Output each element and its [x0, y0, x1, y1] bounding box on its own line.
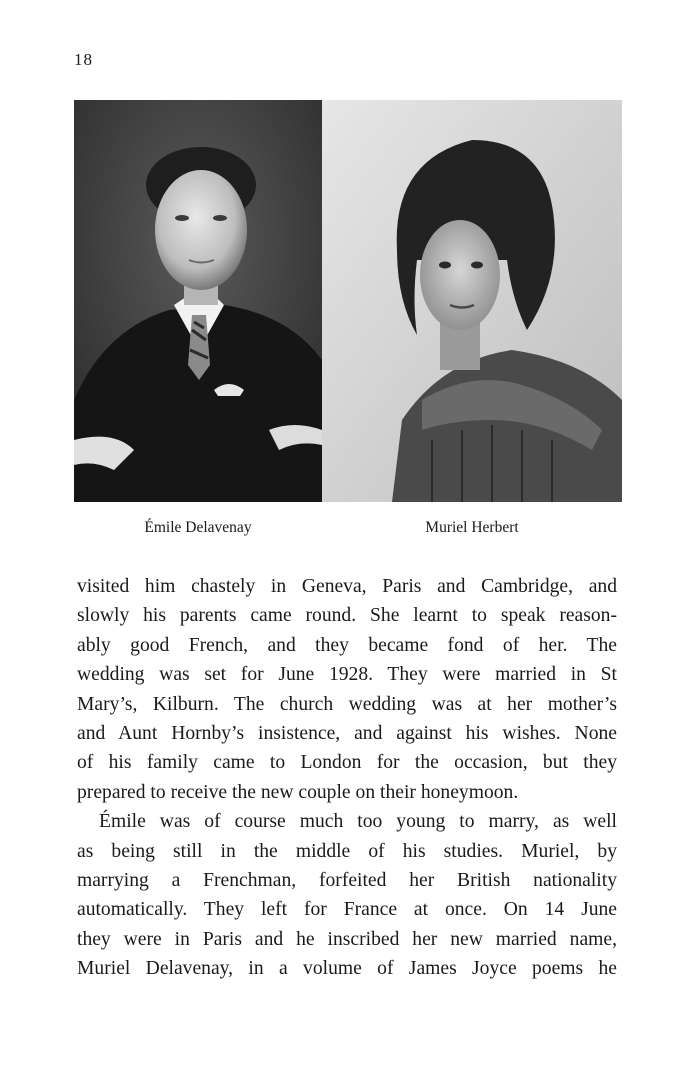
text-line: of his family came to London for the occasion, but they	[77, 752, 617, 774]
portrait-man-image	[74, 100, 322, 502]
photo-emile-delavenay	[74, 100, 322, 502]
text-line-paragraph-end: prepared to receive the new couple on their honeymoon.	[77, 781, 519, 803]
text-line: and Aunt Hornby’s insistence, and against his wishes. None	[77, 723, 617, 745]
text-line: Muriel Delavenay, in a volume of James Joyce poems he	[77, 958, 617, 980]
text-line-paragraph-start: Émile was of course much too young to marry, as well	[99, 811, 617, 833]
text-line: marrying a Frenchman, forfeited her British nationality	[77, 870, 617, 892]
text-line: wedding was set for June 1928. They were married in St	[77, 664, 617, 686]
portrait-woman-image	[322, 100, 622, 502]
text-line: as being still in the middle of his studies. Muriel, by	[77, 840, 617, 862]
text-line: they were in Paris and he inscribed her new married name,	[77, 928, 617, 950]
text-line: slowly his parents came round. She learnt to speak reason-	[77, 605, 617, 627]
text-line: ably good French, and they became fond of her. The	[77, 634, 617, 656]
caption-emile-delavenay: Émile Delavenay	[144, 519, 252, 536]
page-number: 18	[74, 50, 93, 69]
text-line: automatically. They left for France at once. On 14 June	[77, 899, 617, 921]
text-line: visited him chastely in Geneva, Paris and Cambridge, and	[77, 576, 617, 597]
photo-muriel-herbert	[322, 100, 622, 502]
text-line: Mary’s, Kilburn. The church wedding was at her mother’s	[77, 693, 617, 715]
body-text	[77, 572, 617, 984]
caption-muriel-herbert: Muriel Herbert	[425, 519, 519, 536]
